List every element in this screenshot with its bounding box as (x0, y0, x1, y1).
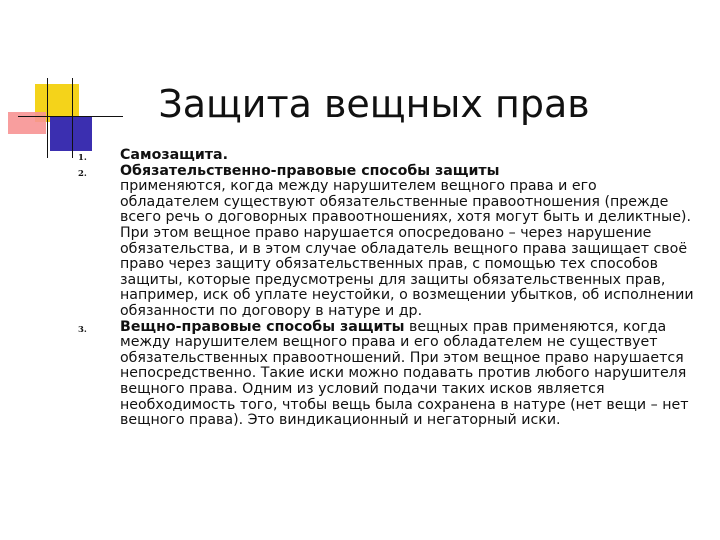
numbered-list (78, 148, 698, 429)
list-number: 2. (78, 168, 87, 179)
slide-title: Защита вещных прав (158, 82, 590, 126)
list-item (78, 164, 698, 320)
list-item (78, 148, 698, 164)
list-number: 3. (78, 324, 87, 335)
item-heading: Обязательственно-правовые способы защиты (120, 162, 500, 179)
list-item (78, 320, 698, 429)
item-heading: Вещно-правовые способы защиты (120, 318, 405, 335)
item-text: применяются, когда между нарушителем вещного права и его обладателем существуют обязательственные правоотношения (прежде всего речь о договорных правоотношениях, хотя могут быть и деликтные). При этом вещное право нарушается опосредовано – через нарушение обязательства, и в этом случае обладатель вещного права защищает своё право через защиту обязательственных прав, с помощью тех способов защиты, которые предусмотрены для защиты обязательственных прав, например, иск об уплате неустойки, о возмещении убытков, об исполнении обязанности по договору в натуре и др. (120, 178, 694, 319)
item-heading: Самозащита. (120, 147, 228, 163)
list-number: 1. (78, 153, 87, 163)
item-text: вещных прав применяются, когда между нарушителем вещного права и его обладателем не существует обязательственных правоотношений. При этом вещное право нарушается непосредственно. Такие иски можно подавать против любого нарушителя вещного права. Одним из условий подачи таких исков является необходимость того, чтобы вещь была сохранена в натуре (нет вещи – нет вещного права). Это виндикационный и негаторный иски. (120, 318, 689, 429)
